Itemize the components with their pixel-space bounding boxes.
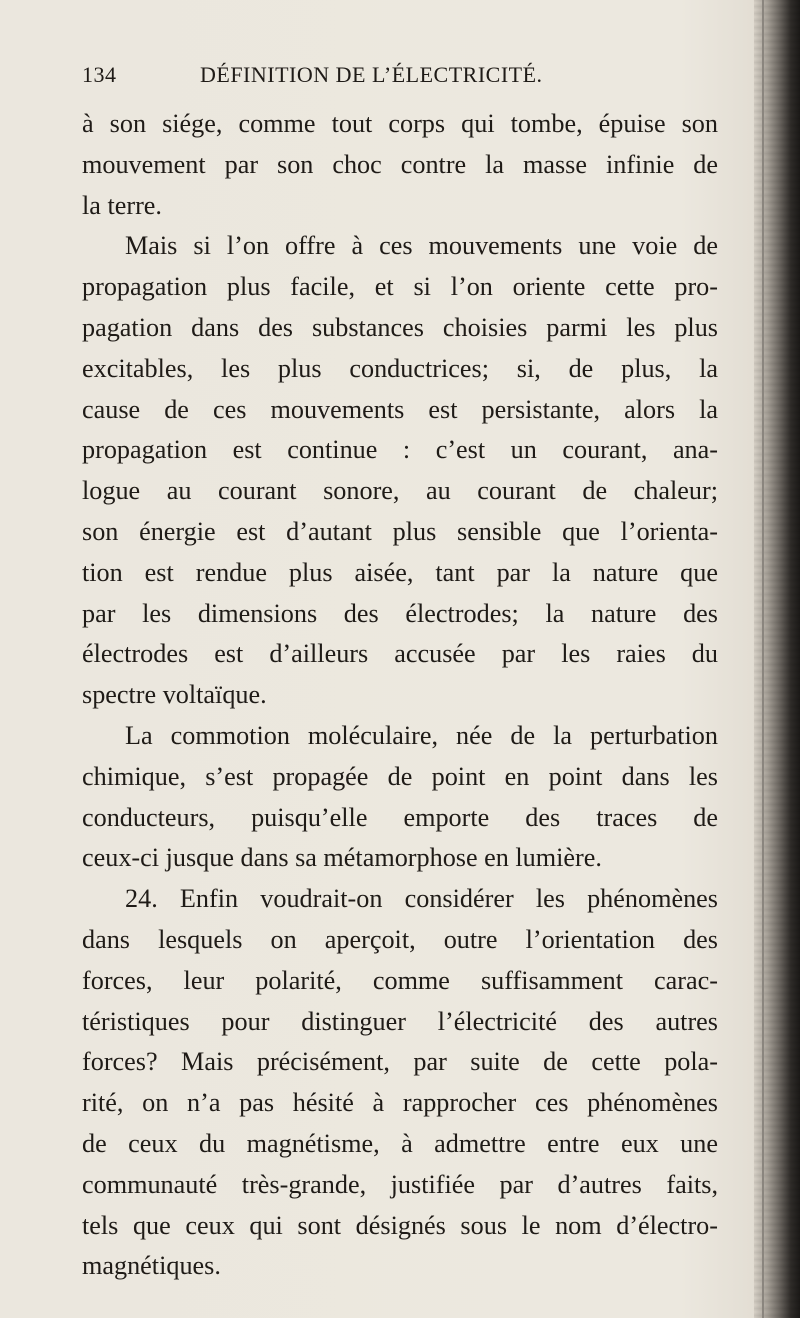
text-line: pagation dans des substances choisies parmi les plus [82,312,718,342]
text-line: téristiques pour distinguer l’électricité des autres [82,1006,718,1036]
text-line: propagation plus facile, et si l’on oriente cette pro- [82,272,718,302]
text-line: conducteurs, puisqu’elle emporte des traces de [82,802,718,832]
text-line: tion est rendue plus aisée, tant par la nature que [82,557,718,587]
text-line: communauté très-grande, justifiée par d’autres faits, [82,1169,718,1199]
paragraph-first-line: 24. Enfin voudrait-on considérer les phénomènes [125,884,718,914]
text-line: excitables, les plus conductrices; si, de plus, la [82,353,718,383]
page-edge-line [762,0,764,1318]
text-line: ceux-ci jusque dans sa métamorphose en lumière. [82,843,602,873]
text-line: électrodes est d’ailleurs accusée par les raies du [82,639,718,669]
body-text [82,104,718,1287]
paragraph-first-line: Mais si l’on offre à ces mouvements une voie de [125,231,718,261]
text-line: forces? Mais précisément, par suite de cette pola- [82,1047,718,1077]
text-line: logue au courant sonore, au courant de chaleur; [82,476,718,506]
text-line: magnétiques. [82,1251,221,1281]
text-line: tels que ceux qui sont désignés sous le nom d’électro- [82,1210,718,1240]
text-line: chimique, s’est propagée de point en point dans les [82,761,718,791]
text-line: cause de ces mouvements est persistante, alors la [82,394,718,424]
text-line: dans lesquels on aperçoit, outre l’orientation des [82,924,718,954]
text-line: de ceux du magnétisme, à admettre entre eux une [82,1128,718,1158]
page-number: 134 [82,62,117,87]
text-line: la terre. [82,190,162,220]
text-line: son énergie est d’autant plus sensible que l’orienta- [82,516,718,546]
binding-edge [754,0,800,1318]
paragraph-first-line: La commotion moléculaire, née de la perturbation [125,720,718,750]
text-line: propagation est continue : c’est un courant, ana- [82,435,718,465]
text-line: rité, on n’a pas hésité à rapprocher ces phénomènes [82,1088,718,1118]
text-line: mouvement par son choc contre la masse infinie de [82,149,718,179]
text-line: forces, leur polarité, comme suffisamment carac- [82,965,718,995]
running-title: DÉFINITION DE L’ÉLECTRICITÉ. [200,62,543,87]
text-line: spectre voltaïque. [82,680,267,710]
running-head [82,62,722,98]
text-line: à son siége, comme tout corps qui tombe, épuise son [82,109,718,138]
text-line: par les dimensions des électrodes; la nature des [82,598,718,628]
